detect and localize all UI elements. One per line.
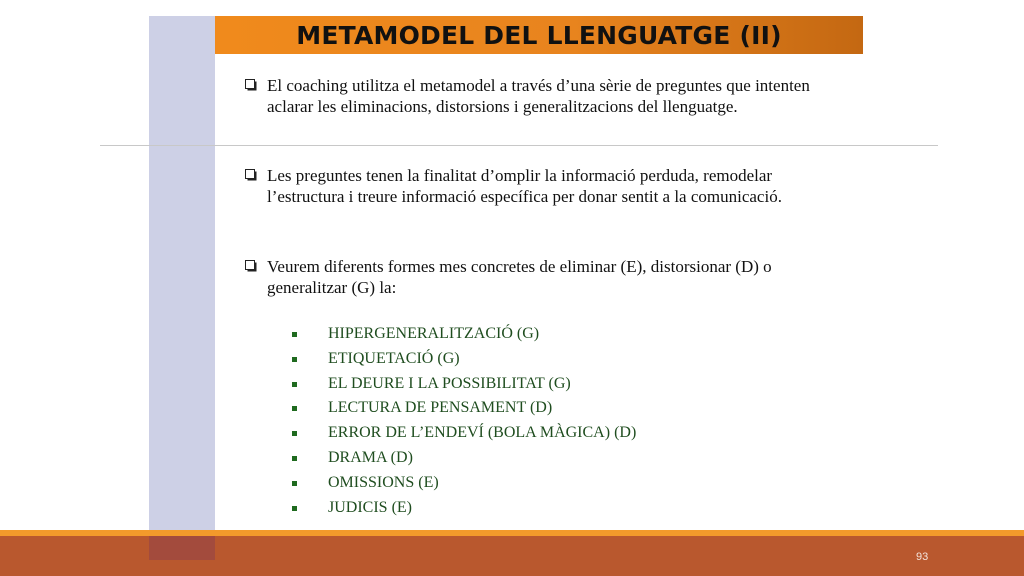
list-item — [290, 396, 636, 421]
square-bullet-icon — [292, 481, 297, 486]
square-bullet-icon — [292, 406, 297, 411]
list-item — [290, 421, 636, 446]
bullet-text: El coaching utilitza el metamodel a través d’una sèrie de preguntes que intenten aclarar les eliminacions, distorsions i generalitzacions del llenguatge. — [267, 76, 810, 116]
decorative-side-bar — [149, 16, 215, 560]
bullet-text: Les preguntes tenen la finalitat d’omplir la informació perduda, remodelar l’estructura i treure informació específica per donar sentit a la comunicació. — [267, 166, 782, 206]
bullet-text: Veurem diferents formes mes concretes de eliminar (E), distorsionar (D) o generalitzar (G) la: — [267, 257, 772, 297]
list-item-label: ERROR DE L’ENDEVÍ (BOLA MÀGICA) (D) — [328, 424, 637, 442]
bullet-item — [245, 256, 845, 298]
list-item-label: JUDICIS (E) — [328, 498, 412, 516]
square-bullet-icon — [292, 332, 297, 337]
list-item — [290, 322, 636, 347]
square-bullet-icon — [292, 357, 297, 362]
checkbox-bullet-icon — [245, 260, 255, 270]
list-item-label: LECTURA DE PENSAMENT (D) — [328, 399, 553, 417]
divider — [100, 145, 938, 146]
list-item-label: OMISSIONS (E) — [328, 473, 439, 491]
checkbox-bullet-icon — [245, 169, 255, 179]
square-bullet-icon — [292, 506, 297, 511]
list-item — [290, 496, 636, 521]
list-item-label: EL DEURE I LA POSSIBILITAT (G) — [328, 374, 571, 392]
sub-item-list — [290, 322, 636, 520]
list-item — [290, 446, 636, 471]
square-bullet-icon — [292, 456, 297, 461]
list-item-label: ETIQUETACIÓ (G) — [328, 349, 460, 367]
list-item — [290, 372, 636, 397]
bullet-item — [245, 165, 845, 207]
checkbox-bullet-icon — [245, 79, 255, 89]
list-item-label: HIPERGENERALITZACIÓ (G) — [328, 325, 540, 342]
decorative-side-bar-bottom — [149, 536, 215, 560]
page-number: 93 — [916, 551, 929, 563]
square-bullet-icon — [292, 382, 297, 387]
list-item — [290, 471, 636, 496]
square-bullet-icon — [292, 431, 297, 436]
slide-title: METAMODEL DEL LLENGUATGE (II) — [296, 20, 782, 50]
title-bar — [215, 16, 863, 54]
bullet-item — [245, 75, 845, 117]
list-item-label: DRAMA (D) — [328, 448, 413, 466]
list-item — [290, 347, 636, 372]
